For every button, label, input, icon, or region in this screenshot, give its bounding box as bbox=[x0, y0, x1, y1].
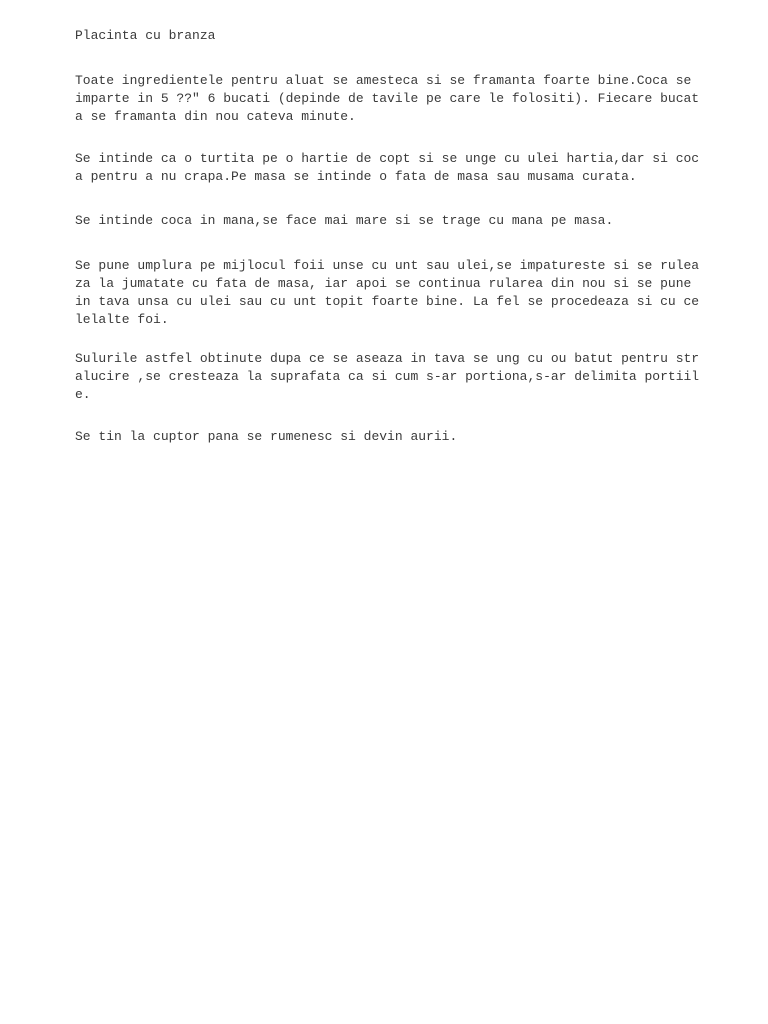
paragraph-baking-paper: Se intinde ca o turtita pe o hartie de copt si se unge cu ulei hartia,dar si coc a pentru a nu crapa.Pe masa se intinde o fata de masa sau musama curata. bbox=[75, 151, 700, 184]
paragraph-filling: Se pune umplura pe mijlocul foii unse cu unt sau ulei,se impatureste si se rulea za la jumatate cu fata de masa, iar apoi se continua rularea din nou si se pune in tava unsa cu ulei sau cu unt topit foarte bine. La fel se procedeaza si cu ce lelalte foi. bbox=[75, 258, 700, 327]
recipe-title: Placinta cu branza bbox=[75, 28, 216, 43]
paragraph-bake: Se tin la cuptor pana se rumenesc si devin aurii. bbox=[75, 429, 458, 444]
paragraph-egg-wash: Sulurile astfel obtinute dupa ce se aseaza in tava se ung cu ou batut pentru str alucire ,se cresteaza la suprafata ca si cum s-ar portiona,s-ar delimita portiil e. bbox=[75, 351, 700, 402]
paragraph-dough: Toate ingredientele pentru aluat se amesteca si se framanta foarte bine.Coca se imparte in 5 ??" 6 bucati (depinde de tavile pe care le folositi). Fiecare bucat a se framanta din nou cateva minute. bbox=[75, 73, 700, 124]
paragraph-stretch: Se intinde coca in mana,se face mai mare si se trage cu mana pe masa. bbox=[75, 213, 614, 228]
